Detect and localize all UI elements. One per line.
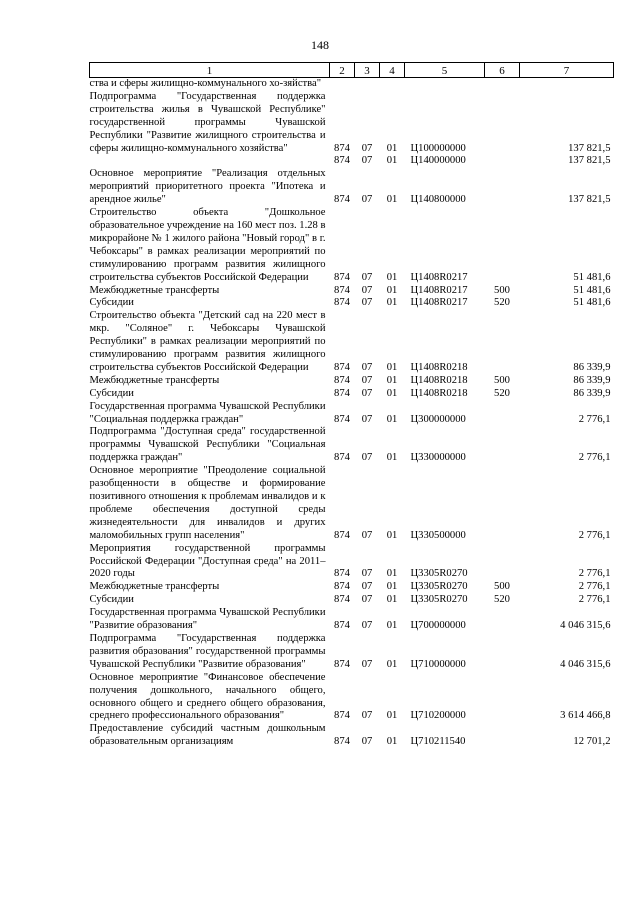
row-gr-code: 874 xyxy=(334,620,350,632)
row-expense-type: 500 xyxy=(494,284,510,296)
row-subsection: 01 xyxy=(386,710,398,722)
row-description: Мероприятия государственной программы Российской Федерации "Доступная среда" на 2011–2020 годы xyxy=(89,542,326,580)
row-description: Подпрограмма "Доступная среда" государственной программы Чувашской Республики "Социальная поддержка граждан" xyxy=(89,426,326,464)
row-amount: 4 046 315,6 xyxy=(560,620,611,632)
row-target-article: Ц1408R0217 xyxy=(410,271,468,283)
page-number: 148 xyxy=(311,38,329,52)
row-description: Основное мероприятие "Реализация отдельных мероприятий приоритетного проекта "Ипотека и арендное жилье" xyxy=(89,168,326,206)
row-gr-code: 874 xyxy=(334,710,350,722)
row-section: 07 xyxy=(361,374,373,386)
row-expense-type xyxy=(485,543,520,582)
row-subsection: 01 xyxy=(386,271,398,283)
table-row xyxy=(90,168,614,207)
row-expense-type: 520 xyxy=(494,297,510,309)
table-row xyxy=(90,285,614,298)
row-amount: 3 614 466,8 xyxy=(560,710,611,722)
table-body xyxy=(90,78,614,750)
row-target-article: Ц710211540 xyxy=(410,736,466,748)
row-amount: 137 821,5 xyxy=(568,155,611,167)
table-row xyxy=(90,155,614,168)
row-section: 07 xyxy=(361,710,373,722)
row-target-article: Ц1408R0218 xyxy=(410,387,468,399)
row-section: 07 xyxy=(361,271,373,283)
row-amount: 51 481,6 xyxy=(573,297,611,309)
row-expense-type: 500 xyxy=(494,374,510,386)
row-gr-code: 874 xyxy=(334,142,350,154)
row-section: 07 xyxy=(361,297,373,309)
row-subsection: 01 xyxy=(386,736,398,748)
table-row xyxy=(90,607,614,633)
row-gr-code: 874 xyxy=(334,568,350,580)
row-section: 07 xyxy=(361,142,373,154)
row-description: Субсидии xyxy=(89,594,134,606)
table-row xyxy=(90,723,614,749)
row-section: 07 xyxy=(361,361,373,373)
row-amount: 2 776,1 xyxy=(578,529,611,541)
table-row xyxy=(90,388,614,401)
row-gr-code: 874 xyxy=(334,736,350,748)
column-header-6: 6 xyxy=(485,63,520,78)
row-gr-code: 874 xyxy=(334,594,350,606)
table-row xyxy=(90,633,614,672)
row-section: 07 xyxy=(361,452,373,464)
row-target-article: Ц140800000 xyxy=(410,194,466,206)
row-gr-code: 874 xyxy=(334,452,350,464)
row-gr-code: 874 xyxy=(334,529,350,541)
row-amount: 51 481,6 xyxy=(573,284,611,296)
table-row xyxy=(90,543,614,582)
table-row xyxy=(90,581,614,594)
row-amount xyxy=(520,78,614,91)
row-section: 07 xyxy=(361,155,373,167)
row-target-article: Ц3305R0270 xyxy=(410,568,468,580)
row-subsection: 01 xyxy=(386,529,398,541)
row-expense-type: 520 xyxy=(494,594,510,606)
row-gr-code: 874 xyxy=(334,581,350,593)
row-description: Основное мероприятие "Финансовое обеспечение получения дошкольного, начального общего, основного общего и среднего общего образования, среднего профессионального образования" xyxy=(89,671,326,722)
table-row xyxy=(90,310,614,375)
row-target-article: Ц100000000 xyxy=(410,142,466,154)
row-expense-type xyxy=(485,155,520,168)
row-description: Межбюджетные трансферты xyxy=(89,581,220,593)
row-description: Межбюджетные трансферты xyxy=(89,374,220,386)
row-description: Государственная программа Чувашской Республики "Развитие образования" xyxy=(89,607,326,632)
row-section: 07 xyxy=(361,581,373,593)
row-expense-type xyxy=(485,168,520,207)
row-target-article: Ц330500000 xyxy=(410,529,466,541)
row-subsection: 01 xyxy=(386,194,398,206)
row-gr-code: 874 xyxy=(334,361,350,373)
row-subsection xyxy=(380,78,405,91)
row-expense-type xyxy=(485,465,520,542)
table-row xyxy=(90,78,614,91)
row-target-article: Ц300000000 xyxy=(410,413,466,425)
row-description: Строительство объекта "Детский сад на 220 мест в мкр. "Соляное" г. Чебоксары Чувашской Республики" в рамках реализации мероприятий по стимулированию программ развития жилищного строительства субъектов Российской Федерации xyxy=(89,310,326,373)
row-target-article: Ц1408R0218 xyxy=(410,361,468,373)
row-expense-type xyxy=(485,310,520,375)
row-section: 07 xyxy=(361,568,373,580)
row-description: Основное мероприятие "Преодоление социальной разобщенности в обществе и формирование позитивного отношения к проблемам инвалидов и к проблеме обеспечения доступной среды жизнедеятельности для инвалидов и других маломобильных групп населения" xyxy=(89,465,326,541)
column-header-3: 3 xyxy=(355,63,380,78)
row-amount: 137 821,5 xyxy=(568,142,611,154)
row-expense-type xyxy=(485,207,520,284)
row-subsection: 01 xyxy=(386,568,398,580)
table-row xyxy=(90,91,614,156)
row-section: 07 xyxy=(361,529,373,541)
row-subsection: 01 xyxy=(386,387,398,399)
row-amount: 137 821,5 xyxy=(568,194,611,206)
table-header xyxy=(90,63,614,78)
row-amount: 2 776,1 xyxy=(578,413,611,425)
row-amount: 12 701,2 xyxy=(573,736,611,748)
row-amount: 86 339,9 xyxy=(573,387,611,399)
row-gr-code: 874 xyxy=(334,284,350,296)
header-row xyxy=(90,63,614,78)
row-gr-code: 874 xyxy=(334,413,350,425)
row-subsection: 01 xyxy=(386,413,398,425)
row-subsection: 01 xyxy=(386,452,398,464)
row-expense-type xyxy=(485,91,520,156)
table-row xyxy=(90,375,614,388)
row-section: 07 xyxy=(361,413,373,425)
row-subsection: 01 xyxy=(386,620,398,632)
row-gr-code: 874 xyxy=(334,374,350,386)
row-gr-code: 874 xyxy=(334,387,350,399)
row-subsection: 01 xyxy=(386,284,398,296)
row-description xyxy=(90,155,330,168)
table-row xyxy=(90,672,614,724)
row-section: 07 xyxy=(361,736,373,748)
column-header-2: 2 xyxy=(330,63,355,78)
row-section: 07 xyxy=(361,620,373,632)
row-description: Межбюджетные трансферты xyxy=(89,284,220,296)
table-row xyxy=(90,426,614,465)
row-amount: 86 339,9 xyxy=(573,374,611,386)
row-description: Подпрограмма "Государственная поддержка развития образования" государственной программы Чувашской Республики "Развитие образования" xyxy=(89,632,326,670)
row-target-article: Ц1408R0218 xyxy=(410,374,468,386)
row-subsection: 01 xyxy=(386,374,398,386)
row-target-article xyxy=(405,78,485,91)
row-section: 07 xyxy=(361,194,373,206)
row-subsection: 01 xyxy=(386,142,398,154)
row-subsection: 01 xyxy=(386,361,398,373)
row-subsection: 01 xyxy=(386,581,398,593)
row-expense-type xyxy=(485,401,520,427)
row-section: 07 xyxy=(361,284,373,296)
row-description: Субсидии xyxy=(89,387,134,399)
row-expense-type xyxy=(485,78,520,91)
row-target-article: Ц330000000 xyxy=(410,452,466,464)
row-gr-code: 874 xyxy=(334,155,350,167)
row-target-article: Ц140000000 xyxy=(410,155,466,167)
row-description: Государственная программа Чувашской Республики "Социальная поддержка граждан" xyxy=(89,400,326,425)
column-header-5: 5 xyxy=(405,63,485,78)
row-gr-code: 874 xyxy=(334,271,350,283)
row-expense-type xyxy=(485,607,520,633)
table-row xyxy=(90,594,614,607)
row-section: 07 xyxy=(361,658,373,670)
row-amount: 2 776,1 xyxy=(578,581,611,593)
row-amount: 86 339,9 xyxy=(573,361,611,373)
row-section: 07 xyxy=(361,594,373,606)
row-amount: 2 776,1 xyxy=(578,452,611,464)
row-amount: 2 776,1 xyxy=(578,568,611,580)
row-target-article: Ц3305R0270 xyxy=(410,581,468,593)
row-gr-code: 874 xyxy=(334,658,350,670)
row-expense-type xyxy=(485,633,520,672)
table-row xyxy=(90,401,614,427)
row-amount: 2 776,1 xyxy=(578,594,611,606)
row-description: Подпрограмма "Государственная поддержка строительства жилья в Чувашской Республике" государственной программы Чувашской Республики "Развитие жилищного строительства и сферы жилищно-коммунального хозяйства" xyxy=(89,90,326,154)
row-target-article: Ц700000000 xyxy=(410,620,466,632)
row-expense-type xyxy=(485,723,520,749)
row-expense-type: 520 xyxy=(494,387,510,399)
row-target-article: Ц1408R0217 xyxy=(410,284,468,296)
row-section: 07 xyxy=(361,387,373,399)
row-subsection: 01 xyxy=(386,658,398,670)
row-gr-code: 874 xyxy=(334,194,350,206)
row-description: ства и сферы жилищно-коммунального хо-зяйства" xyxy=(89,78,322,89)
budget-table xyxy=(89,62,614,749)
row-subsection: 01 xyxy=(386,297,398,309)
row-description: Субсидии xyxy=(89,297,134,309)
table-row xyxy=(90,465,614,542)
row-expense-type xyxy=(485,672,520,724)
row-amount: 4 046 315,6 xyxy=(560,658,611,670)
row-gr-code xyxy=(330,78,355,91)
row-target-article: Ц3305R0270 xyxy=(410,594,468,606)
row-gr-code: 874 xyxy=(334,297,350,309)
table-row xyxy=(90,207,614,284)
column-header-1: 1 xyxy=(90,63,330,78)
row-description: Предоставление субсидий частным дошкольным образовательным организациям xyxy=(89,723,326,748)
row-target-article: Ц710000000 xyxy=(410,658,466,670)
row-expense-type xyxy=(485,426,520,465)
row-amount: 51 481,6 xyxy=(573,271,611,283)
column-header-4: 4 xyxy=(380,63,405,78)
row-description: Строительство объекта "Дошкольное образовательное учреждение на 160 мест поз. 1.28 в микрорайоне № 1 жилого района "Новый город" в г. Чебоксары" в рамках реализации мероприятий по стимулированию программ развития жилищного строительства субъектов Российской Федерации xyxy=(89,207,326,283)
row-subsection: 01 xyxy=(386,594,398,606)
row-target-article: Ц1408R0217 xyxy=(410,297,468,309)
column-header-7: 7 xyxy=(520,63,614,78)
row-target-article: Ц710200000 xyxy=(410,710,466,722)
table-row xyxy=(90,297,614,310)
row-expense-type: 500 xyxy=(494,581,510,593)
row-subsection: 01 xyxy=(386,155,398,167)
row-section xyxy=(355,78,380,91)
